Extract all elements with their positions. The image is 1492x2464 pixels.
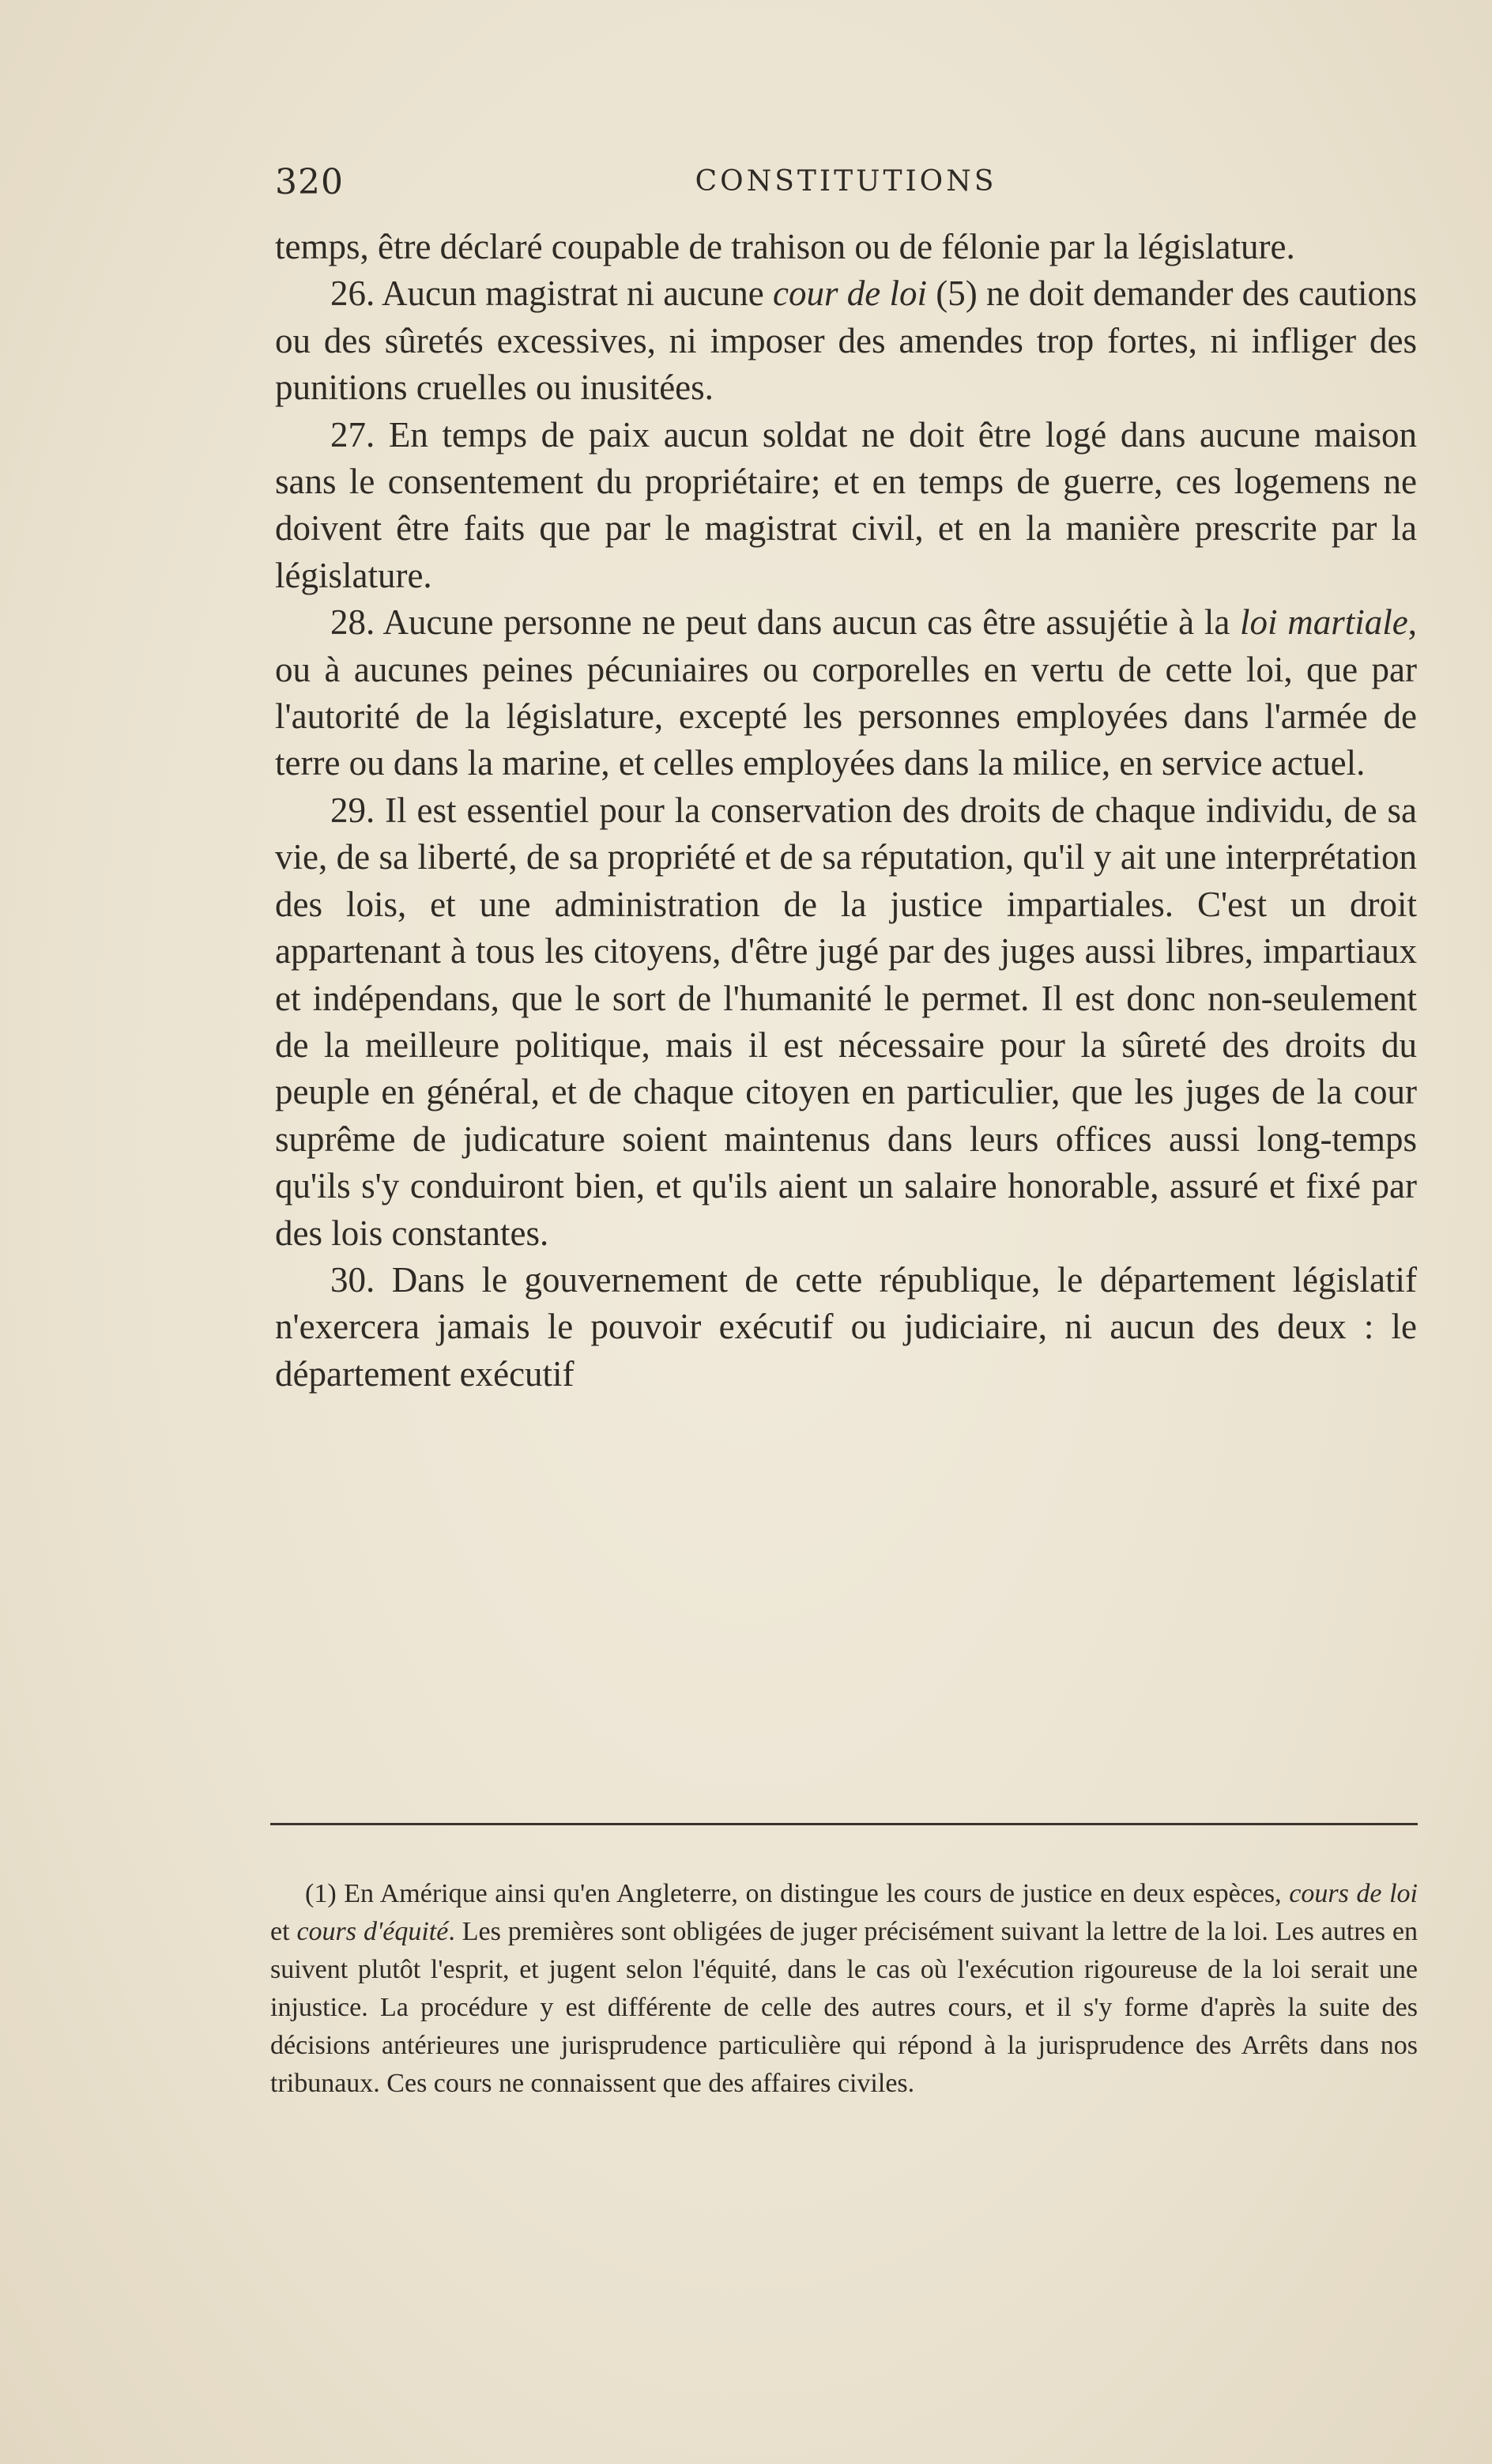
article-30: 30. Dans le gouvernement de cette république, le département législatif n'exercera jamais le pouvoir exécutif ou judiciaire, ni aucun des deux : le département exécutif <box>275 1259 1417 1394</box>
article-28: 28. Aucune personne ne peut dans aucun cas être assujétie à la loi martiale, ou à aucunes peines pécuniaires ou corporelles en vertu de cette loi, que par l'autorité de la législature, excepté les personnes employées dans l'armée de terre ou dans la marine, et celles employées dans la milice, en service actuel. <box>275 602 1418 783</box>
footnote-paragraph: (1) En Amérique ainsi qu'en Angleterre, on distingue les cours de justice en deux espèces, cours de loi et cours d'équité. Les premières sont obligées de juger précisément suivant la lettre de la loi. Les autres en suivent plutôt l'esprit, et jugent selon l'équité, dans le cas où l'exécution rigoureuse de la loi serait une injustice. La procédure y est différente de celle des autres cours, et il s'y forme d'après la suite des décisions antérieures une jurisprudence particulière qui répond à la jurisprudence des Arrêts dans nos tribunaux. Ces cours ne connaissent que des affaires civiles. <box>270 1879 1418 2098</box>
main-text <box>275 224 1417 1398</box>
page-number: 320 <box>275 162 344 202</box>
article-29: 29. Il est essentiel pour la conservation des droits de chaque individu, de sa vie, de sa liberté, de sa propriété et de sa réputation, qu'il y ait une interprétation des lois, et une administration de la justice impartiales. C'est un droit appartenant à tous les citoyens, d'être jugé par des juges aussi libres, impartiaux et indépendans, que le sort de l'humanité le permet. Il est donc non-seulement de la meilleure politique, mais il est nécessaire pour la sûreté des droits du peuple en général, et de chaque citoyen en particulier, que les juges de la cour suprême de judicature soient maintenus dans leurs offices aussi long-temps qu'ils s'y conduiront bien, et qu'ils aient un salaire honorable, assuré et fixé par des lois constantes. <box>275 790 1417 1253</box>
paragraph-continuation: temps, être déclaré coupable de trahison ou de félonie par la législature. <box>275 227 1295 266</box>
italic-term-cours-dequite: cours d'équité <box>296 1917 449 1946</box>
italic-term-cour-de-loi: cour de loi <box>773 274 928 314</box>
footnote-separator <box>270 1823 1418 1825</box>
page-header <box>275 162 1417 209</box>
footnote <box>270 1875 1418 2103</box>
italic-term-cours-de-loi: cours de loi <box>1289 1879 1418 1908</box>
running-title: CONSTITUTIONS <box>695 165 997 198</box>
italic-term-loi-martiale: loi martiale <box>1240 602 1408 643</box>
article-26: 26. Aucun magistrat ni aucune cour de loi (5) ne doit demander des cautions ou des sûretés excessives, ni imposer des amendes trop fortes, ni infliger des punitions cruelles ou inusitées. <box>275 274 1417 408</box>
article-27: 27. En temps de paix aucun soldat ne doit être logé dans aucune maison sans le consentement du propriétaire; et en temps de guerre, ces logemens ne doivent être faits que par le magistrat civil, et en la manière prescrite par la législature. <box>275 414 1417 595</box>
